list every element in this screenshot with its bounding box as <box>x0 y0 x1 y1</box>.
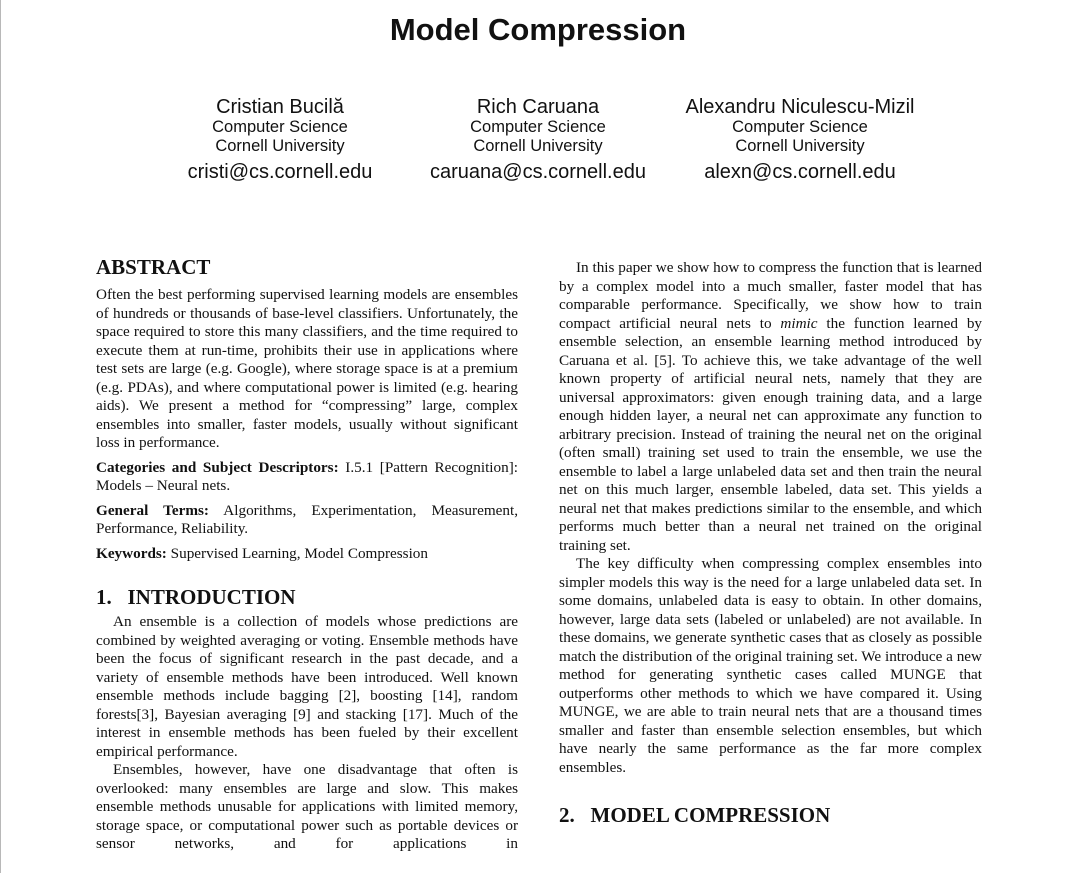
categories-label: Categories and Subject Descriptors: <box>96 458 339 476</box>
author-block-2 <box>418 96 658 183</box>
general-terms-paragraph <box>96 502 518 539</box>
right-paragraph-1 <box>559 259 982 555</box>
left-column <box>96 256 518 854</box>
right-column <box>559 259 982 826</box>
categories-paragraph <box>96 459 518 496</box>
author-univ: Cornell University <box>735 137 865 155</box>
author-name: Alexandru Niculescu-Mizil <box>685 96 915 118</box>
author-block-1 <box>170 96 390 183</box>
abstract-body: Often the best performing supervised learning models are ensembles of hundreds or thousands of base-level classifiers. Unfortunately, the space required to store this many classifiers, and the time required to execute them at run-time, prohibits their use in applications where test sets are large (e.g. Google), where storage space is at a premium (e.g. PDAs), and where computational power is limited (e.g. hearing aids). We present a method for “compressing” large, complex ensembles into smaller, faster models, usually without significant loss in performance. <box>96 286 518 451</box>
right-p1-text-a: In this paper we show how to compress the function that is learned by a complex model into a much smaller, faster model that has comparable performance. Specifically, we show how to train compact artificial neural nets to <box>559 259 982 332</box>
author-email: caruana@cs.cornell.edu <box>430 161 646 183</box>
author-univ: Cornell University <box>215 137 345 155</box>
intro-paragraph-2: Ensembles, however, have one disadvantage that often is overlooked: many ensembles are large and slow. This makes ensemble methods unusable for applications with limited memory, storage space, or computational power such as portable devices or sensor networks, and for applications in <box>96 761 518 852</box>
general-terms-label: General Terms: <box>96 501 209 519</box>
keywords-text: Supervised Learning, Model Compression <box>170 544 428 562</box>
author-univ: Cornell University <box>473 137 603 155</box>
categories-text: I.5.1 [Pattern Recognition]: Models – Neural nets. <box>96 458 518 494</box>
intro-paragraph-1: An ensemble is a collection of models whose predictions are combined by weighted averaging or voting. Ensemble methods have been the focus of significant research in the past decade, and a variety of ensemble methods have been introduced. Well known ensemble methods include bagging [2], boosting [14], random forests[3], Bayesian averaging [9] and stacking [17]. Much of the interest in ensemble methods has been fueled by their excellent empirical performance. <box>96 613 518 760</box>
abstract-heading: ABSTRACT <box>96 255 211 279</box>
author-email: alexn@cs.cornell.edu <box>704 161 896 183</box>
paper-title: Model Compression <box>389 12 687 47</box>
right-paragraph-2: The key difficulty when compressing complex ensembles into simpler models this way is the need for a large unlabeled data set. In some domains, unlabeled data is easy to obtain. In other domains, however, large data sets (labeled or unlabeled) are not available. In these domains, we generate synthetic cases that as closely as possible match the distribution of the original training set. We introduce a new method for generating synthetic cases called MUNGE that outperforms other methods to which we have compared it. Using MUNGE, we are able to train neural nets that are a thousand times smaller and faster than ensemble selection ensembles, but which have nearly the same performance as the far more complex ensembles. <box>559 555 982 776</box>
author-name: Rich Caruana <box>476 96 600 118</box>
keywords-paragraph <box>96 545 518 564</box>
right-p1-text-b: the function learned by ensemble selection, an ensemble learning method introduced by Caruana et al. [5]. To achieve this, we take advantage of the well known property of artificial neural nets, namely that they are universal approximators: given enough training data, and a large enough hidden layer, a neural net can approximate any function to arbitrary precision. Instead of training the neural net on the original (often small) training set used to train the ensemble, we use the ensemble to label a large unlabeled data set and then train the neural net on this much larger, ensemble labeled, data set. This yields a neural net that makes predictions similar to the ensemble, and which performs much better than a neural net trained on the original training set. <box>559 314 983 554</box>
author-dept: Computer Science <box>212 118 348 136</box>
author-email: cristi@cs.cornell.edu <box>187 161 373 183</box>
author-block-3 <box>670 96 930 183</box>
keywords-label: Keywords: <box>96 544 167 562</box>
section-2-heading: 2. MODEL COMPRESSION <box>559 803 831 827</box>
author-dept: Computer Science <box>470 118 606 136</box>
author-name: Cristian Bucilă <box>216 96 344 118</box>
general-terms-text: Algorithms, Experimentation, Measurement, Performance, Reliability. <box>96 501 518 537</box>
right-p1-emphasis: mimic <box>780 314 818 332</box>
author-dept: Computer Science <box>732 118 868 136</box>
introduction-heading: 1. INTRODUCTION <box>96 585 296 609</box>
page-edge <box>0 0 1 873</box>
